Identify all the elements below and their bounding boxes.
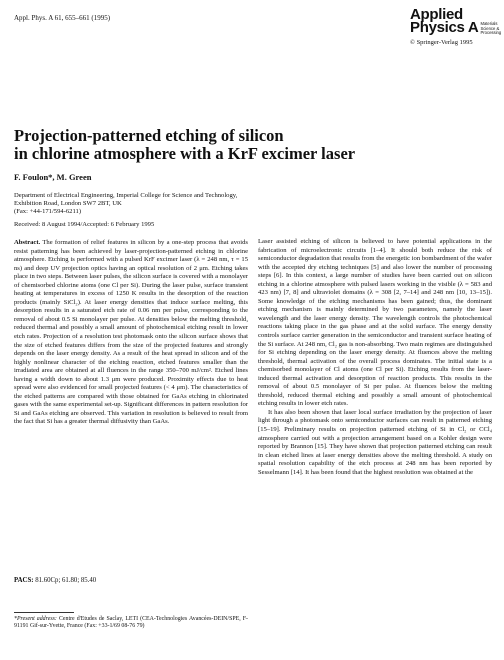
logo-subtitle-line: Science & [480,25,500,31]
footnote-divider [14,612,74,613]
affiliation-line: Exhibition Road, London SW7 2BT, UK [14,200,122,207]
journal-logo [410,6,502,46]
paper-title [14,127,394,163]
authors: F. Foulon*, M. Green [14,172,92,182]
title-line: in chlorine atmosphere with a KrF excimer laser [14,144,356,163]
logo-subtitle [480,22,501,36]
pacs-label: PACS: [14,577,34,584]
journal-citation: Appl. Phys. A 61, 655–661 (1995) [14,14,111,22]
received-dates: Received: 8 August 1994/Accepted: 6 February 1995 [14,221,155,228]
pacs-value: 81.60Cp; 61.80; 85.40 [35,577,97,584]
pacs-codes [14,577,96,584]
affiliation [14,192,314,216]
affiliation-line: (Fax: +44-171/594-6211) [14,208,82,215]
title-line: Projection-patterned etching of silicon [14,126,284,145]
abstract-text: The formation of relief features in silicon by a one-step process that avoids resist patterning has been achieved by laser-projection-patterned etching in chlorine atmosphere. Etching is performed with a pulsed KrF excimer laser (λ = 248 nm, τ = 15 ns) and deep UV projection optics having an optical resolution of 2 μm. Etching takes place in two steps. Between laser pulses, the silicon surface is covered with a monolayer of chemisorbed chlorine atoms (one Cl per Si). During the laser pulse, surface transient heating at temperatures in excess of 1250 K results in the desorption of the reaction products (mainly SiCl₂). At laser energy densities that induce surface melting, this desorption results in a saturated etch rate of 0.06 nm per pulse, corresponding to the removal of about 0.5 Si monolayer per pulse. At densities below the melting threshold, reduced thermal and possibly a small amount of photochemical etching result in lower etch rates. Projection of a resolution test photomask onto the silicon surface shows that the size of etched features differs from the size of the projected features and strongly depends on the laser energy density. As a result of the heat spread in silicon and of the highly nonlinear character of the etching reaction, etched features smaller than the irradiated area are obtained at all fluences in the range 350–700 mJ/cm². Etched lines having a width down to about 1.3 μm were produced. Proximity effects due to heat spread were also evidenced for small projected features (< 4 μm). The characteristics of the etched patterns are compared with those obtained for GaAs etching in chlorinated gases with the same experimental set-up. Significant differences in pattern resolution for Si and GaAs etching are observed. This variation in resolution is believed to result from the fact that Si has a greater thermal diffusivity than GaAs. [14,239,248,426]
footnote [14,616,248,630]
abstract [14,239,248,427]
body-text [258,238,492,477]
logo-line-physics: Physics A [410,19,479,36]
footnote-label: *Present address: [14,616,57,622]
logo-subtitle-line: Processing [480,30,502,36]
logo-line-applied: Applied [410,6,463,23]
body-paragraph: Laser assisted etching of silicon is believed to have potential applications in the fabrication of microelectronic circuits [1–4]. It should both reduce the risk of semiconductor degradation that results from the energetic ion bombardment of the wafer with the accepted dry etching techniques [5] and also lower the number of processing steps [6]. In this context, a large number of studies have been carried out on silicon etching in a chlorine atmosphere with pulsed lasers working in the visible (λ = 583 and 423 nm) [7, 8] and ultraviolet domains (λ = 308 [2, 7–14] and 248 nm [10, 13–15]). Some knowledge of the etching mechanisms has been gained; thus, the dominant etching mechanism is mainly determined by two parameters, namely the laser wavelength and the laser energy density. The wavelength controls the photochemical reactions taking place in the gas phase and at the solid surface. The energy density controls surface carrier generation in the semiconductor and transient surface heating of the Si surface. At 248 nm, Cl₂ gas is non-absorbing. Two main regimes are distinguished for Si etching depending on the laser energy density. At fluences above the melting threshold, thermal activation of the overall process dominates. The initial state is a chemisorbed monolayer of Cl atoms (one Cl per Si). Etching results from the laser-induced thermal activation and desorption of reaction products. This results in the removal of about 0.5 monolayer of Si per pulse. At fluences below the melting threshold, reduced thermal etching and possibly a small amount of photochemical etching results in lower etch rates. [258,238,492,408]
footnote-text: Centre d'Etudes de Saclay, LETI (CEA-Technologies Avancées-DEIN/SPE, F-91191 Gif-sur-Yvette, France (Fax: +33-1/69 08-76 79) [14,616,249,630]
body-paragraph: It has also been shown that laser local surface irradiation by the projection of laser light through a photomask onto semiconductor surfaces can result in patterned etching [15–19]. Preliminary results on projection patterned etching of Si in Cl₂ or CCl₄ atmosphere carried out with a projection arrangement based on a Kohler design were reported by Brannon [15]. They have shown that projection patterned etching can result in clean etched lines at laser energy densities above the melting threshold. A study on spatial resolution capability of the etch process at 248 nm has been reported by Sesselmann [14]. It has been found that the highest resolution was obtained at the [258,408,492,476]
affiliation-line: Department of Electrical Engineering, Imperial College for Science and Technology, [14,192,238,199]
logo-subtitle-line: Materials [480,21,498,26]
abstract-label: Abstract. [14,239,41,246]
publisher-copyright: © Springer-Verlag 1995 [410,38,473,46]
